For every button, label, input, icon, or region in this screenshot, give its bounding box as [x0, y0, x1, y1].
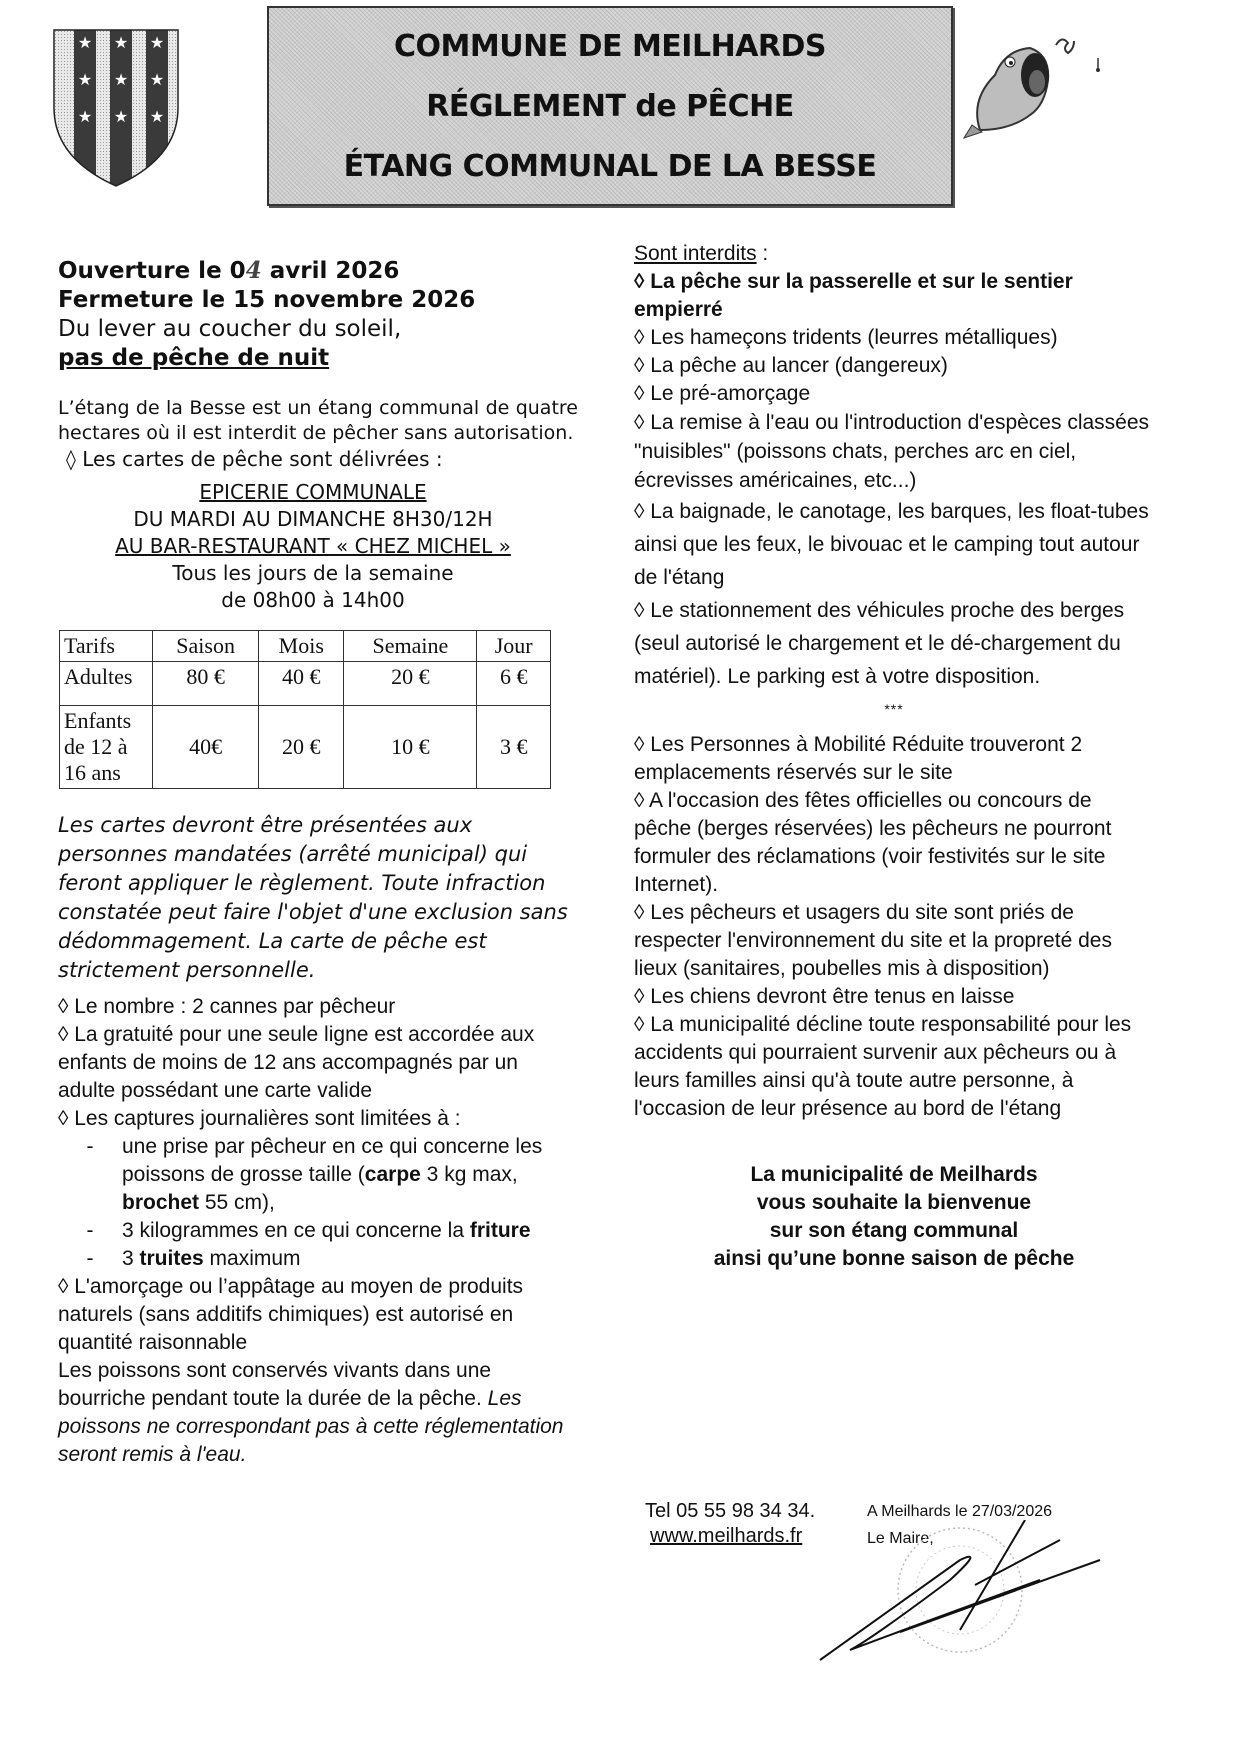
svg-text:★: ★	[149, 70, 165, 89]
forbidden-text: ◊ La pêche sur la passerelle et sur le sentier empierré	[634, 270, 1073, 321]
text: une prise par pêcheur en ce qui concerne les poissons de grosse taille (	[122, 1135, 543, 1186]
document-title-banner	[267, 6, 953, 206]
pike-label: brochet	[122, 1191, 200, 1214]
table-cell: 10 €	[344, 706, 477, 789]
forbidden-item	[634, 268, 1154, 324]
welcome-line: La municipalité de Meilhards	[750, 1163, 1038, 1186]
welcome-message	[634, 1161, 1154, 1273]
cards-issued-bullet: ◊ Les cartes de pêche sont délivrées :	[66, 447, 443, 471]
opening-suffix: avril 2026	[269, 258, 400, 284]
table-row	[60, 662, 551, 706]
forbidden-item: ◊ La pêche au lancer (dangereux)	[634, 354, 948, 377]
season-dates	[58, 256, 578, 373]
table-cell: 80 €	[153, 662, 259, 706]
capture-limit-trout	[58, 1245, 578, 1273]
table-row	[60, 706, 551, 789]
table-header: Tarifs	[60, 631, 153, 662]
rule-item: ◊ Les chiens devront être tenus en laisse	[634, 985, 1015, 1008]
coat-of-arms-icon	[52, 28, 180, 188]
friture-label: friture	[469, 1219, 531, 1242]
table-header-row	[60, 631, 551, 662]
card-vendors	[58, 479, 568, 614]
table-cell: 20 €	[344, 662, 477, 706]
fishing-hours: Du lever au coucher du soleil,	[58, 316, 402, 342]
table-cell: Adultes	[60, 662, 153, 706]
intro-paragraph: L’étang de la Besse est un étang communal de quatre hectares où il est interdit de pêcher sans autorisation.	[58, 397, 578, 444]
forbidden-item: ◊ La remise à l'eau ou l'introduction d'espèces classées "nuisibles" (poissons chats, perches arc en ciel, écrevisses américaines, etc...)	[634, 411, 1150, 492]
rule-item: ◊ Les pêcheurs et usagers du site sont priés de respecter l'environnement du site et la propreté des lieux (sanitaires, poubelles mis à disposition)	[634, 901, 1112, 980]
rule-children-free: ◊ La gratuité pour une seule ligne est accordée aux enfants de moins de 12 ans accompagnés par un adulte possédant une carte valide	[58, 1023, 535, 1102]
rule-item: ◊ La municipalité décline toute responsabilité pour les accidents qui pourraient survenir aux pêcheurs ou à leurs familles ainsi qu'à toute autre personne, à l'occasion de leur présence au bord de l'étang	[634, 1013, 1132, 1120]
no-night-fishing: pas de pêche de nuit	[58, 345, 330, 371]
svg-text:★: ★	[113, 70, 129, 89]
capture-limit-friture	[58, 1217, 578, 1245]
svg-text:★: ★	[77, 107, 93, 126]
vendor-epicerie: EPICERIE COMMUNALE	[199, 480, 427, 504]
fishing-rules	[58, 993, 578, 1469]
welcome-line: vous souhaite la bienvenue	[756, 1191, 1032, 1214]
table-header: Jour	[477, 631, 551, 662]
capture-limit-text	[122, 1245, 301, 1273]
text: 3 kg max,	[420, 1163, 518, 1186]
forbidden-heading	[634, 240, 1154, 268]
vendor-epicerie-hours: DU MARDI AU DIMANCHE 8H30/12H	[133, 507, 493, 531]
svg-text:★: ★	[77, 33, 93, 52]
title-etang: ÉTANG COMMUNAL DE LA BESSE	[343, 148, 877, 184]
signatory: Le Maire,	[867, 1530, 934, 1547]
text: 55 cm),	[199, 1191, 275, 1214]
text: 3 kilogrammes en ce qui concerne la	[122, 1219, 470, 1242]
welcome-line: sur son étang communal	[769, 1219, 1019, 1242]
table-cell: 6 €	[477, 662, 551, 706]
closing-date: Fermeture le 15 novembre 2026	[58, 287, 476, 313]
forbidden-item: ◊ Les hameçons tridents (leurres métalliques)	[634, 326, 1058, 349]
forbidden-item: ◊ Le stationnement des véhicules proche des berges (seul autorisé le chargement et le dé-chargement du matériel). Le parking est à votre disposition.	[634, 599, 1125, 688]
fish-icon	[960, 20, 1120, 140]
cards-notice: Les cartes devront être présentées aux personnes mandatées (arrêté municipal) qui feront appliquer le règlement. Toute infraction constatée peut faire l'objet d'une exclusion sans dédommagement. La carte de pêche est strictement personnelle.	[58, 813, 568, 982]
left-column	[58, 256, 578, 1469]
carp-label: carpe	[364, 1163, 421, 1186]
vendor-bar-hours: de 08h00 à 14h00	[221, 588, 405, 612]
dash-marker: -	[86, 1135, 94, 1158]
table-cell: Enfants de 12 à 16 ans	[60, 706, 153, 789]
welcome-line: ainsi qu’une bonne saison de pêche	[713, 1247, 1075, 1270]
svg-text:★: ★	[149, 107, 165, 126]
dash-marker: -	[86, 1247, 94, 1270]
table-cell: 3 €	[477, 706, 551, 789]
heading-colon: :	[756, 242, 769, 265]
table-header: Semaine	[344, 631, 477, 662]
capture-limit-text	[122, 1133, 578, 1217]
rule-item: ◊ Les Personnes à Mobilité Réduite trouveront 2 emplacements réservés sur le site	[634, 733, 1083, 784]
heading-text: Sont interdits	[634, 242, 757, 265]
trout-label: truites	[139, 1247, 204, 1270]
text: maximum	[203, 1247, 301, 1270]
capture-limit-large-fish	[58, 1133, 578, 1217]
vendor-bar-restaurant: AU BAR-RESTAURANT « CHEZ MICHEL »	[115, 534, 511, 558]
handwritten-day: 4	[245, 257, 262, 284]
rule-daily-captures: ◊ Les captures journalières sont limitées à :	[58, 1107, 461, 1130]
text: 3	[122, 1247, 140, 1270]
svg-text:★: ★	[113, 107, 129, 126]
separator: ***	[884, 701, 904, 717]
opening-prefix: Ouverture le 0	[58, 258, 246, 284]
forbidden-item: ◊ Le pré-amorçage	[634, 382, 811, 405]
rule-item: ◊ A l'occasion des fêtes officielles ou concours de pêche (berges réservées) les pêcheurs ne pourront formuler des réclamations (voir festivités sur le site Internet).	[634, 789, 1112, 896]
title-reglement: RÉGLEMENT de PÊCHE	[426, 88, 794, 124]
right-column	[634, 240, 1154, 1273]
place-date: A Meilhards le 27/03/2026	[867, 1503, 1053, 1520]
text: Les poissons sont conservés vivants dans une bourriche pendant toute la durée de la pêche.	[58, 1359, 492, 1410]
tarifs-table	[59, 630, 551, 789]
release-note: Les poissons ne correspondant pas à cette réglementation seront remis à l'eau.	[58, 1387, 564, 1466]
vendor-bar-days: Tous les jours de la semaine	[172, 561, 454, 585]
svg-text:★: ★	[77, 70, 93, 89]
table-header: Mois	[259, 631, 344, 662]
opening-date	[58, 256, 578, 286]
dash-marker: -	[86, 1219, 94, 1242]
phone-number: Tel 05 55 98 34 34.	[645, 1500, 816, 1522]
rule-rod-count: ◊ Le nombre : 2 cannes par pêcheur	[58, 995, 396, 1018]
svg-text:★: ★	[113, 33, 129, 52]
rule-bait: ◊ L'amorçage ou l’appâtage au moyen de produits naturels (sans additifs chimiques) est autorisé en quantité raisonnable	[58, 1275, 524, 1354]
forbidden-item: ◊ La baignade, le canotage, les barques, les float-tubes ainsi que les feux, le bivouac et le camping tout autour de l'étang	[634, 500, 1149, 589]
table-cell: 40 €	[259, 662, 344, 706]
table-header: Saison	[153, 631, 259, 662]
table-cell: 40€	[153, 706, 259, 789]
table-cell: 20 €	[259, 706, 344, 789]
capture-limit-text	[122, 1217, 531, 1245]
rule-keep-alive	[58, 1357, 578, 1469]
title-commune: COMMUNE DE MEILHARDS	[393, 28, 827, 64]
svg-text:★: ★	[149, 33, 165, 52]
signature-stamp-icon	[810, 1520, 1110, 1670]
website-link[interactable]: www.meilhards.fr	[650, 1525, 803, 1547]
